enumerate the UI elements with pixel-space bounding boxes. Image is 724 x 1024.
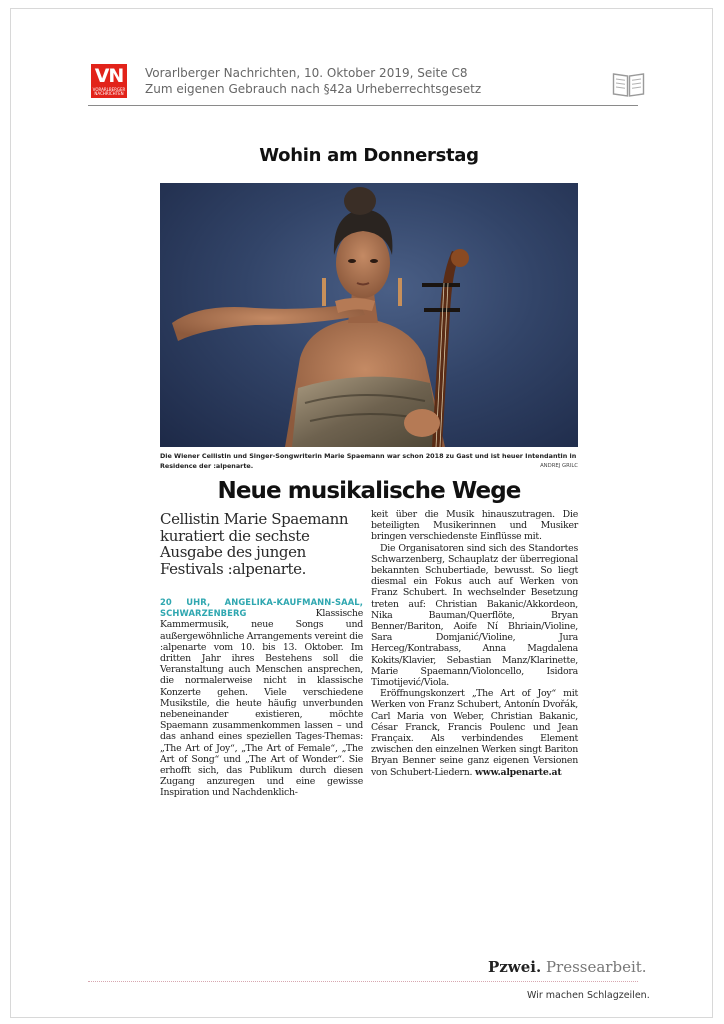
photo-credit: ANDREJ GRILC [540, 463, 578, 469]
vn-logo [91, 64, 127, 98]
article-photo [160, 183, 578, 447]
photo-caption: Die Wiener Cellistin und Singer-Songwriterin Marie Spaemann war schon 2018 zu Gast und ist heuer Intendantin in Residence der :alpenarte. [160, 452, 577, 470]
brand-suffix: Pressearbeit. [541, 958, 647, 976]
footer-tagline: Wir machen Schlagzeilen. [527, 990, 650, 1001]
open-book-icon [612, 71, 645, 98]
body-right-para-2: Die Organisatoren sind sich des Standortes Schwarzenberg, Schauplatz der überregional bekannten Schubertiade, bewusst. So liegt diesmal ein Fokus auch auf Werken von Franz Schubert. In wechselnder Besetzung treten auf: Christian Bakanic/Akkordeon, Nika Bauman/Querflöte, Bryan Benner/Bariton, Aoife Ní Bhriain/Violine, Sara Domjanić/Violine, Jura Herceg/Kontrabass, Anna Magdalena Kokits/Klavier, Sebastian Manz/Klarinette, Marie Spaemann/Violoncello, Isidora Timotijević/Viola. [371, 542, 578, 689]
body-left-text: Klassische Kammermusik, neue Songs und außergewöhnliche Arrangements vereint die :alpenarte vom 10. bis 13. Oktober. Im dritten Jahr ihres Bestehens soll die Veranstaltung auch Menschen ansprechen, die normalerweise nicht in klassische Konzerte gehen. Viele verschiedene Musikstile, die heute häufig unverbunden nebeneinander existieren, möchte Spaemann zusammenkommen lassen – und das anhand eines speziellen Tages-Themas: „The Art of Joy“, „The Art of Female“, „The Art of Song“ und „The Art of Wonder“. Sie erhofft sich, das Publikum durch diesen Zugang anzuregen und eine gewisse Inspiration und Nachdenklich- [160, 608, 363, 799]
brand-name: Pzwei. [488, 958, 542, 976]
body-left [160, 597, 363, 799]
website-link[interactable]: www.alpenarte.at [474, 766, 562, 778]
logo-mark: VN [94, 65, 124, 87]
body-right-para-1: keit über die Musik hinauszutragen. Die beteiligten Musikerinnen und Musiker bringen verschiedenste Einflüsse mit. [371, 509, 578, 543]
copyright-line: Zum eigenen Gebrauch nach §42a Urheberrechtsgesetz [145, 82, 482, 96]
article-headline: Neue musikalische Wege [217, 478, 521, 504]
dateline: 20 UHR, ANGELIKA-KAUFMANN-SAAL, SCHWARZENBERG [160, 597, 363, 619]
body-right-para-3 [371, 688, 578, 778]
body-right [371, 509, 578, 778]
article-column-right [371, 509, 578, 778]
footer-rule [88, 981, 638, 982]
source-line: Vorarlberger Nachrichten, 10. Oktober 2019, Seite C8 [145, 66, 468, 80]
article-column-left [160, 509, 363, 799]
body-right-para-3-text: Eröffnungskonzert „The Art of Joy“ mit Werken von Franz Schubert, Antonín Dvořák, Carl Maria von Weber, Christian Bakanic, César Franck, Francis Poulenc und Jean Françaix. Als verbindendes Element zwischen den einzelnen Werken singt Bariton Bryan Benner seine ganz eigenen Versionen von Schubert-Liedern. [371, 688, 578, 778]
section-title: Wohin am Donnerstag [259, 145, 479, 166]
footer-brand [488, 958, 647, 976]
header-rule [88, 105, 638, 106]
article-lead: Cellistin Marie Spaemann kuratiert die sechste Ausgabe des jungen Festivals :alpenarte. [160, 510, 349, 578]
photo-illustration [160, 183, 578, 447]
logo-small-text: VORARLBERGER NACHRICHTEN [92, 87, 126, 96]
